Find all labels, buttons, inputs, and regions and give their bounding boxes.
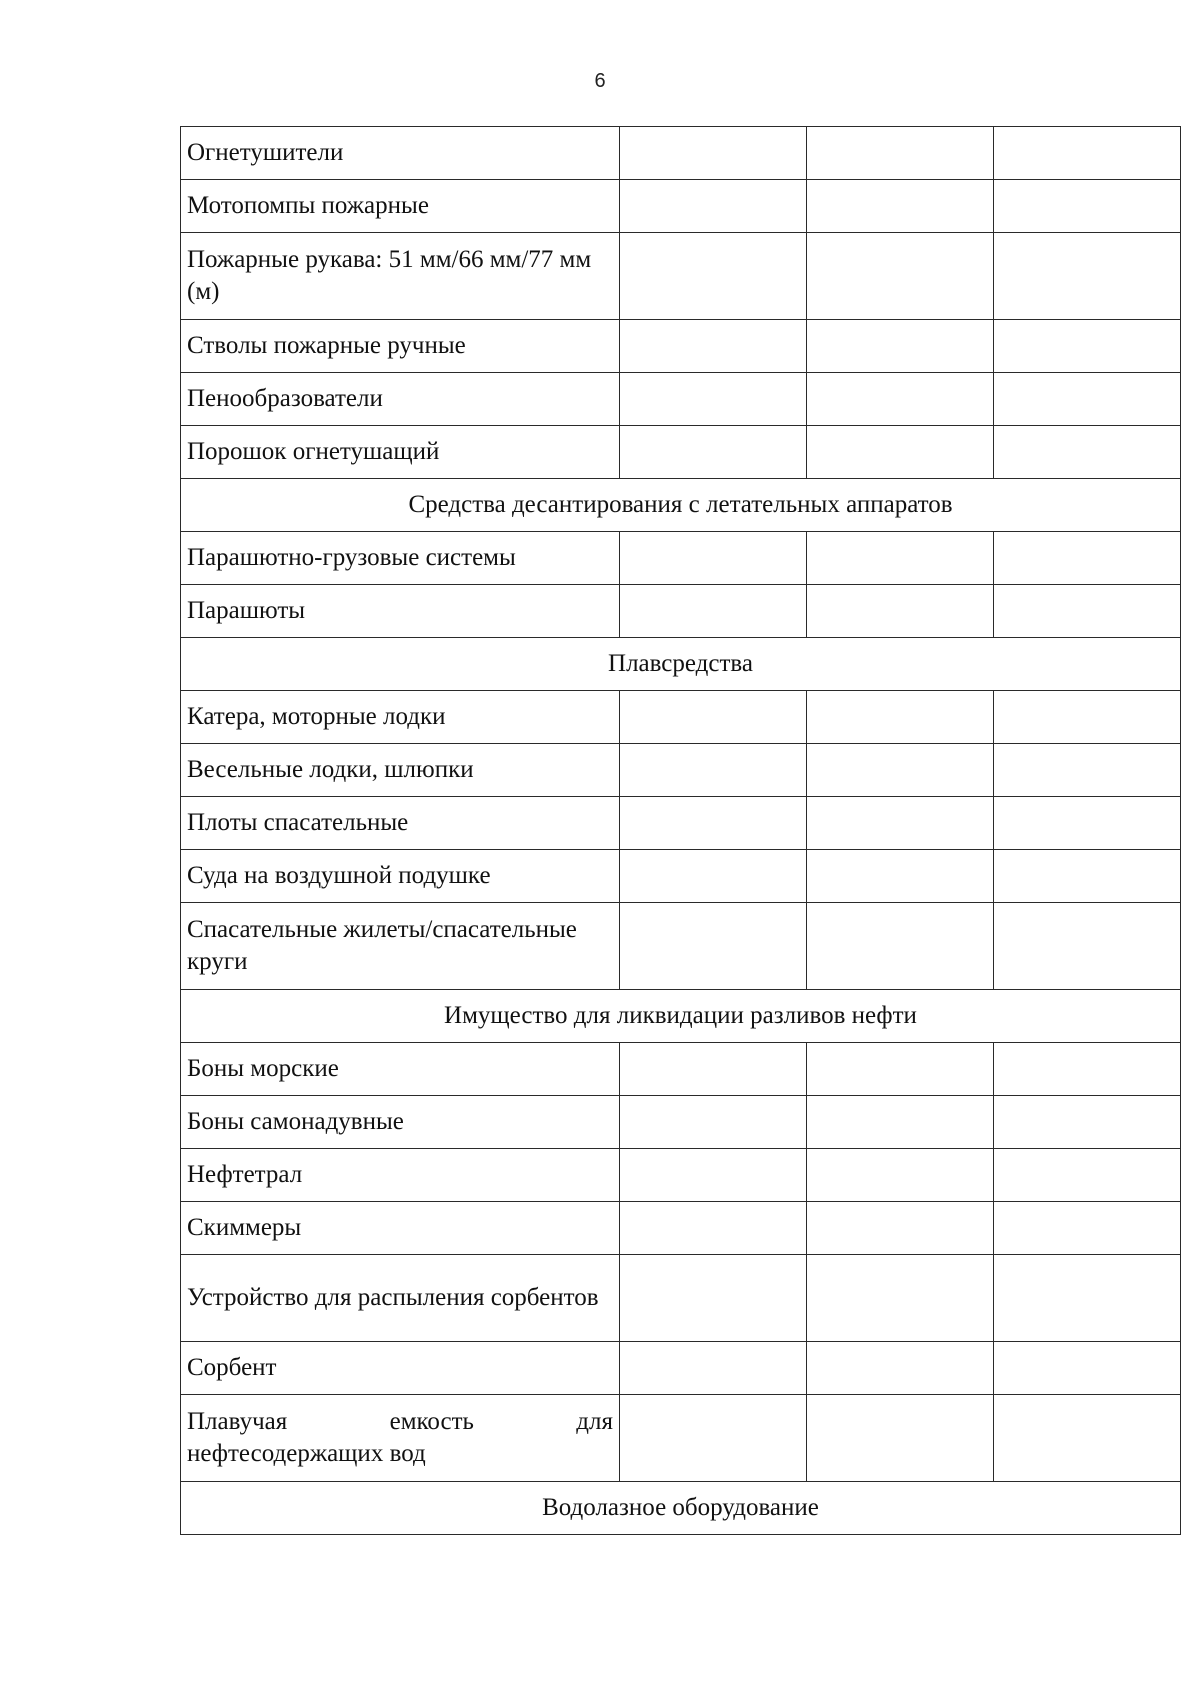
value-cell	[620, 691, 807, 744]
value-cell	[620, 744, 807, 797]
value-cell	[994, 1342, 1181, 1395]
value-cell	[620, 850, 807, 903]
table-row	[181, 1395, 1181, 1482]
item-label: Боны морские	[181, 1043, 620, 1096]
value-cell	[994, 1202, 1181, 1255]
table-row	[181, 1202, 1181, 1255]
value-cell	[807, 1096, 994, 1149]
item-label: Плоты спасательные	[181, 797, 620, 850]
value-cell	[620, 180, 807, 233]
value-cell	[620, 1255, 807, 1342]
table-row	[181, 1342, 1181, 1395]
value-cell	[807, 1202, 994, 1255]
value-cell	[620, 1149, 807, 1202]
page-number: 6	[594, 70, 606, 92]
item-label: Суда на воздушной подушке	[181, 850, 620, 903]
section-header-row	[181, 990, 1181, 1043]
item-label: Парашютно-грузовые системы	[181, 532, 620, 585]
table-row	[181, 1096, 1181, 1149]
item-label: Боны самонадувные	[181, 1096, 620, 1149]
value-cell	[994, 797, 1181, 850]
equipment-table	[180, 126, 1181, 1535]
table-row	[181, 180, 1181, 233]
value-cell	[807, 691, 994, 744]
value-cell	[994, 1149, 1181, 1202]
value-cell	[620, 1043, 807, 1096]
value-cell	[994, 180, 1181, 233]
table-row	[181, 127, 1181, 180]
section-header-row	[181, 638, 1181, 691]
item-label: Парашюты	[181, 585, 620, 638]
value-cell	[807, 1255, 994, 1342]
table-row	[181, 532, 1181, 585]
value-cell	[620, 320, 807, 373]
section-header-row	[181, 479, 1181, 532]
item-label: Стволы пожарные ручные	[181, 320, 620, 373]
value-cell	[620, 127, 807, 180]
value-cell	[807, 1395, 994, 1482]
value-cell	[620, 373, 807, 426]
table-row	[181, 797, 1181, 850]
value-cell	[807, 903, 994, 990]
item-label: Сорбент	[181, 1342, 620, 1395]
value-cell	[807, 850, 994, 903]
section-title: Водолазное оборудование	[181, 1482, 1181, 1535]
value-cell	[994, 373, 1181, 426]
value-cell	[620, 903, 807, 990]
value-cell	[807, 180, 994, 233]
value-cell	[994, 850, 1181, 903]
value-cell	[994, 744, 1181, 797]
table-row	[181, 585, 1181, 638]
value-cell	[620, 797, 807, 850]
item-label: Плавучая емкость для нефтесодержащих вод	[181, 1395, 620, 1482]
value-cell	[807, 1043, 994, 1096]
item-label: Пенообразователи	[181, 373, 620, 426]
item-label: Устройство для распыления сорбентов	[181, 1255, 620, 1342]
value-cell	[620, 426, 807, 479]
value-cell	[994, 1096, 1181, 1149]
section-header-row	[181, 1482, 1181, 1535]
table-row	[181, 691, 1181, 744]
value-cell	[620, 532, 807, 585]
value-cell	[807, 797, 994, 850]
section-title: Имущество для ликвидации разливов нефти	[181, 990, 1181, 1043]
value-cell	[807, 426, 994, 479]
item-label: Скиммеры	[181, 1202, 620, 1255]
value-cell	[620, 233, 807, 320]
table-row	[181, 744, 1181, 797]
value-cell	[620, 1342, 807, 1395]
value-cell	[994, 1255, 1181, 1342]
value-cell	[807, 127, 994, 180]
table-row	[181, 850, 1181, 903]
value-cell	[620, 585, 807, 638]
table-row	[181, 373, 1181, 426]
item-label: Порошок огнетушащий	[181, 426, 620, 479]
value-cell	[994, 127, 1181, 180]
value-cell	[620, 1096, 807, 1149]
value-cell	[994, 585, 1181, 638]
value-cell	[807, 320, 994, 373]
value-cell	[620, 1395, 807, 1482]
table-row	[181, 320, 1181, 373]
table-row	[181, 233, 1181, 320]
value-cell	[807, 532, 994, 585]
value-cell	[994, 532, 1181, 585]
item-label: Спасательные жилеты/спасательные круги	[181, 903, 620, 990]
table-row	[181, 1149, 1181, 1202]
value-cell	[807, 585, 994, 638]
value-cell	[994, 1043, 1181, 1096]
item-label: Пожарные рукава: 51 мм/66 мм/77 мм (м)	[181, 233, 620, 320]
value-cell	[994, 1395, 1181, 1482]
value-cell	[807, 373, 994, 426]
value-cell	[994, 903, 1181, 990]
item-label: Катера, моторные лодки	[181, 691, 620, 744]
table-row	[181, 1255, 1181, 1342]
item-label: Мотопомпы пожарные	[181, 180, 620, 233]
value-cell	[994, 320, 1181, 373]
value-cell	[807, 233, 994, 320]
item-label: Нефтетрал	[181, 1149, 620, 1202]
section-title: Плавсредства	[181, 638, 1181, 691]
section-title: Средства десантирования с летательных аппаратов	[181, 479, 1181, 532]
table-row	[181, 426, 1181, 479]
table-row	[181, 1043, 1181, 1096]
value-cell	[994, 426, 1181, 479]
item-label: Весельные лодки, шлюпки	[181, 744, 620, 797]
item-label: Огнетушители	[181, 127, 620, 180]
table-row	[181, 903, 1181, 990]
value-cell	[994, 233, 1181, 320]
value-cell	[807, 744, 994, 797]
value-cell	[807, 1149, 994, 1202]
value-cell	[807, 1342, 994, 1395]
value-cell	[620, 1202, 807, 1255]
value-cell	[994, 691, 1181, 744]
